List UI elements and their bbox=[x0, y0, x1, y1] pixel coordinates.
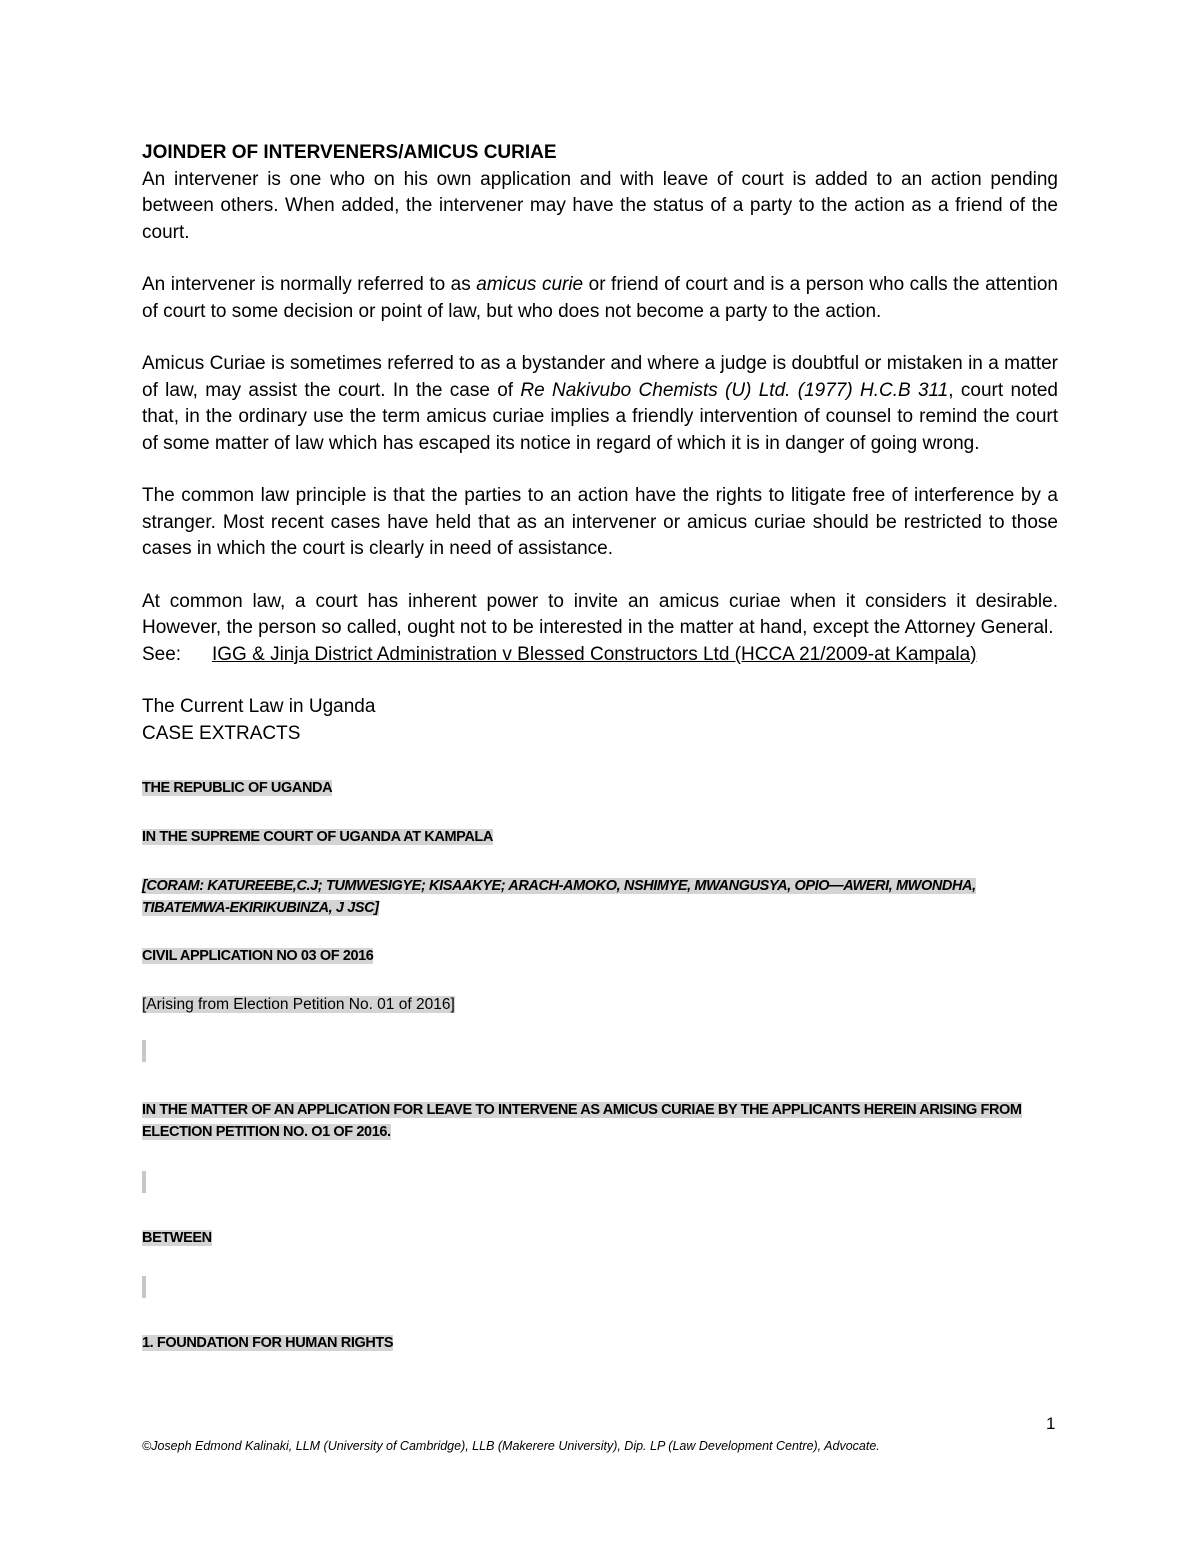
paragraph-amicus-curie bbox=[142, 272, 1058, 325]
empty-highlight-marker bbox=[142, 1171, 146, 1193]
paragraph-common-law-principle: The common law principle is that the parties to an action have the rights to litigate free of interference by a stranger. Most recent cases have held that as an intervener or amicus curiae should be restricted to those cases in which the court is clearly in need of assistance. bbox=[142, 485, 1058, 559]
section-heading: JOINDER OF INTERVENERS/AMICUS CURIAE bbox=[142, 142, 557, 163]
case-citation: Re Nakivubo Chemists (U) Ltd. (1977) H.C.B 311 bbox=[520, 379, 949, 401]
empty-highlight-marker bbox=[142, 1040, 146, 1062]
extract-republic: THE REPUBLIC OF UGANDA bbox=[142, 780, 333, 796]
paragraph-bystander bbox=[142, 351, 1058, 457]
footer-copyright: ©Joseph Edmond Kalinaki, LLM (University of Cambridge), LLB (Makerere University), Dip. LP (Law Development Centre), Advocate. bbox=[142, 1439, 880, 1453]
see-label: See: bbox=[142, 643, 182, 665]
document-body bbox=[142, 140, 1058, 1354]
extract-coram: [CORAM: KATUREEBE,C.J; TUMWESIGYE; KISAAKYE; ARACH-AMOKO, NSHIMYE, MWANGUSYA, OPIO—AWERI, MWONDHA, TIBATEMWA-EKIRIKUBINZA, J JSC] bbox=[142, 878, 976, 916]
see-reference bbox=[142, 642, 1058, 669]
paragraph-intervener-definition: An intervener is one who on his own application and with leave of court is added to an action pending between others. When added, the intervener may have the status of a party to the action as a friend of the court. bbox=[142, 168, 1058, 243]
see-citation: IGG & Jinja District Administration v Blessed Constructors Ltd (HCCA 21/2009-at Kampala) bbox=[212, 643, 977, 665]
case-extracts-heading: CASE EXTRACTS bbox=[142, 722, 301, 744]
current-law-heading: The Current Law in Uganda bbox=[142, 696, 376, 717]
extract-matter: IN THE MATTER OF AN APPLICATION FOR LEAVE TO INTERVENE AS AMICUS CURIAE BY THE APPLICANTS HEREIN ARISING FROM ELECTION PETITION NO. O1 OF 2016. bbox=[142, 1102, 1022, 1140]
text-run: or friend of court and is a person who calls the attention of court to some decision or point of law, but who does not become a party to the action. bbox=[142, 274, 1058, 322]
extract-application: CIVIL APPLICATION NO 03 OF 2016 bbox=[142, 948, 374, 964]
extract-between: BETWEEN bbox=[142, 1230, 212, 1246]
text-run: An intervener is normally referred to as bbox=[142, 274, 477, 295]
text-run: , court noted that, in the ordinary use the term amicus curiae implies a friendly intervention of counsel to remind the court of some matter of law which has escaped its notice in regard of which it is in danger of going wrong. bbox=[142, 379, 1058, 454]
text-run: Amicus Curiae is sometimes referred to as a bystander and where a judge is doubtful or mistaken in a matter of law, may assist the court. In the case of bbox=[142, 353, 1058, 401]
page-number: 1 bbox=[1046, 1414, 1056, 1433]
empty-highlight-marker bbox=[142, 1276, 146, 1298]
extract-party1: 1. FOUNDATION FOR HUMAN RIGHTS bbox=[142, 1335, 394, 1351]
paragraph-inherent-power: At common law, a court has inherent power to invite an amicus curiae when it considers it desirable. However, the person so called, ought not to be interested in the matter at hand, except the Attorney General. bbox=[142, 590, 1058, 638]
extract-court: IN THE SUPREME COURT OF UGANDA AT KAMPALA bbox=[142, 829, 493, 845]
extract-arising: [Arising from Election Petition No. 01 of 2016] bbox=[142, 996, 455, 1013]
italic-term: amicus curie bbox=[476, 274, 584, 295]
